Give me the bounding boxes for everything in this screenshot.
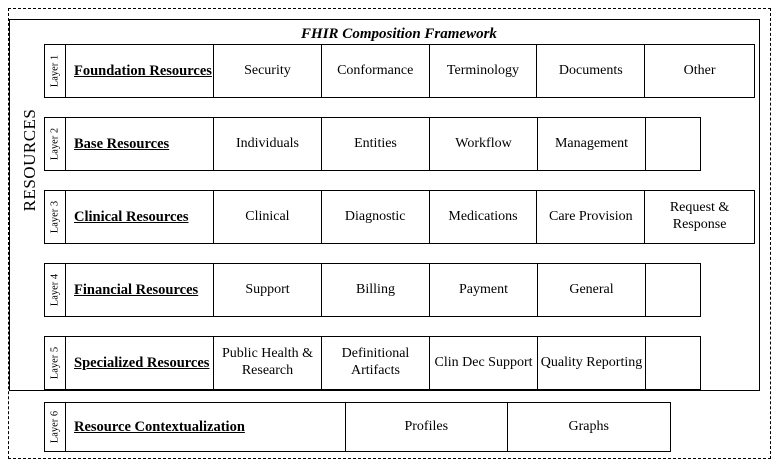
- layer-2-item-2[interactable]: Entities: [322, 118, 430, 170]
- layer-tab-4: [44, 263, 66, 317]
- layer-3-item-3[interactable]: Medications: [430, 191, 538, 243]
- layer-5-item-spacer: [646, 337, 699, 389]
- layer-5-item-3[interactable]: Clin Dec Support: [430, 337, 538, 389]
- layer-4-item-2[interactable]: Billing: [322, 264, 430, 316]
- layer-1-item-4[interactable]: Documents: [537, 45, 645, 97]
- layer-row-1: [44, 44, 755, 98]
- layer-4-item-4[interactable]: General: [538, 264, 646, 316]
- layer-name-6: [66, 402, 346, 452]
- layer-name-4-label: Financial Resources: [74, 281, 199, 298]
- layer-tab-3-label: Layer 3: [49, 200, 61, 234]
- layer-name-5: [66, 336, 214, 390]
- layer-2-item-spacer: [646, 118, 699, 170]
- layer-6-item-1[interactable]: Profiles: [346, 403, 508, 451]
- layer-2-items: [214, 117, 701, 171]
- layer-row-5: [44, 336, 755, 390]
- layer-name-3: [66, 190, 214, 244]
- layer-4-item-spacer: [646, 264, 699, 316]
- layer-tab-2-label: Layer 2: [49, 127, 61, 161]
- resources-vertical-label: RESOURCES: [20, 108, 39, 212]
- diagram-title: FHIR Composition Framework: [301, 26, 497, 42]
- layer-2-item-1[interactable]: Individuals: [214, 118, 322, 170]
- layer-3-item-1[interactable]: Clinical: [214, 191, 322, 243]
- layer-tab-2: [44, 117, 66, 171]
- layer-name-3-label: Clinical Resources: [74, 208, 189, 225]
- layer-4-items: [214, 263, 701, 317]
- layer-name-5-label: Specialized Resources: [74, 354, 210, 371]
- layer-name-4: [66, 263, 214, 317]
- layer-row-4: [44, 263, 755, 317]
- layer-2-item-4[interactable]: Management: [538, 118, 646, 170]
- layer-row-2: [44, 117, 755, 171]
- layer-1-item-5[interactable]: Other: [683, 62, 716, 78]
- layer-tab-3: [44, 190, 66, 244]
- layer-5-item-4[interactable]: Quality Reporting: [538, 337, 646, 389]
- layer-1-item-3[interactable]: Terminology: [430, 45, 538, 97]
- layer-3-items: [214, 190, 755, 244]
- layer-tab-4-label: Layer 4: [49, 273, 61, 307]
- layer-3-item-5[interactable]: Request & Response: [669, 200, 730, 232]
- layer-name-6-label: Resource Contextualization: [74, 418, 245, 435]
- layer-tab-5: [44, 336, 66, 390]
- layer-5-item-1[interactable]: Public Health & Research: [214, 337, 322, 389]
- layer-6-item-2[interactable]: Graphs: [568, 418, 609, 434]
- layer-tab-1: [44, 44, 66, 98]
- layer-name-2-label: Base Resources: [74, 135, 170, 152]
- layer-tab-6-label: Layer 6: [49, 410, 61, 444]
- layer-4-item-3[interactable]: Payment: [430, 264, 538, 316]
- layer-3-item-2[interactable]: Diagnostic: [322, 191, 430, 243]
- layer-name-2: [66, 117, 214, 171]
- layer-name-1: [66, 44, 214, 98]
- layer-4-item-1[interactable]: Support: [214, 264, 322, 316]
- layer-5-items: [214, 336, 701, 390]
- layer-6-items: [346, 402, 671, 452]
- layer-tab-5-label: Layer 5: [49, 346, 61, 380]
- layer-1-item-2[interactable]: Conformance: [322, 45, 430, 97]
- layer-1-item-1[interactable]: Security: [214, 45, 322, 97]
- layer-3-item-4[interactable]: Care Provision: [537, 191, 645, 243]
- layer-row-6: [44, 402, 755, 452]
- layer-tab-6: [44, 402, 66, 452]
- layer-row-3: [44, 190, 755, 244]
- layer-1-items: [214, 44, 755, 98]
- layer-2-item-3[interactable]: Workflow: [430, 118, 538, 170]
- layer-5-item-2[interactable]: Definitional Artifacts: [322, 337, 430, 389]
- layer-name-1-label: Foundation Resources: [74, 62, 212, 79]
- layer-tab-1-label: Layer 1: [49, 54, 61, 88]
